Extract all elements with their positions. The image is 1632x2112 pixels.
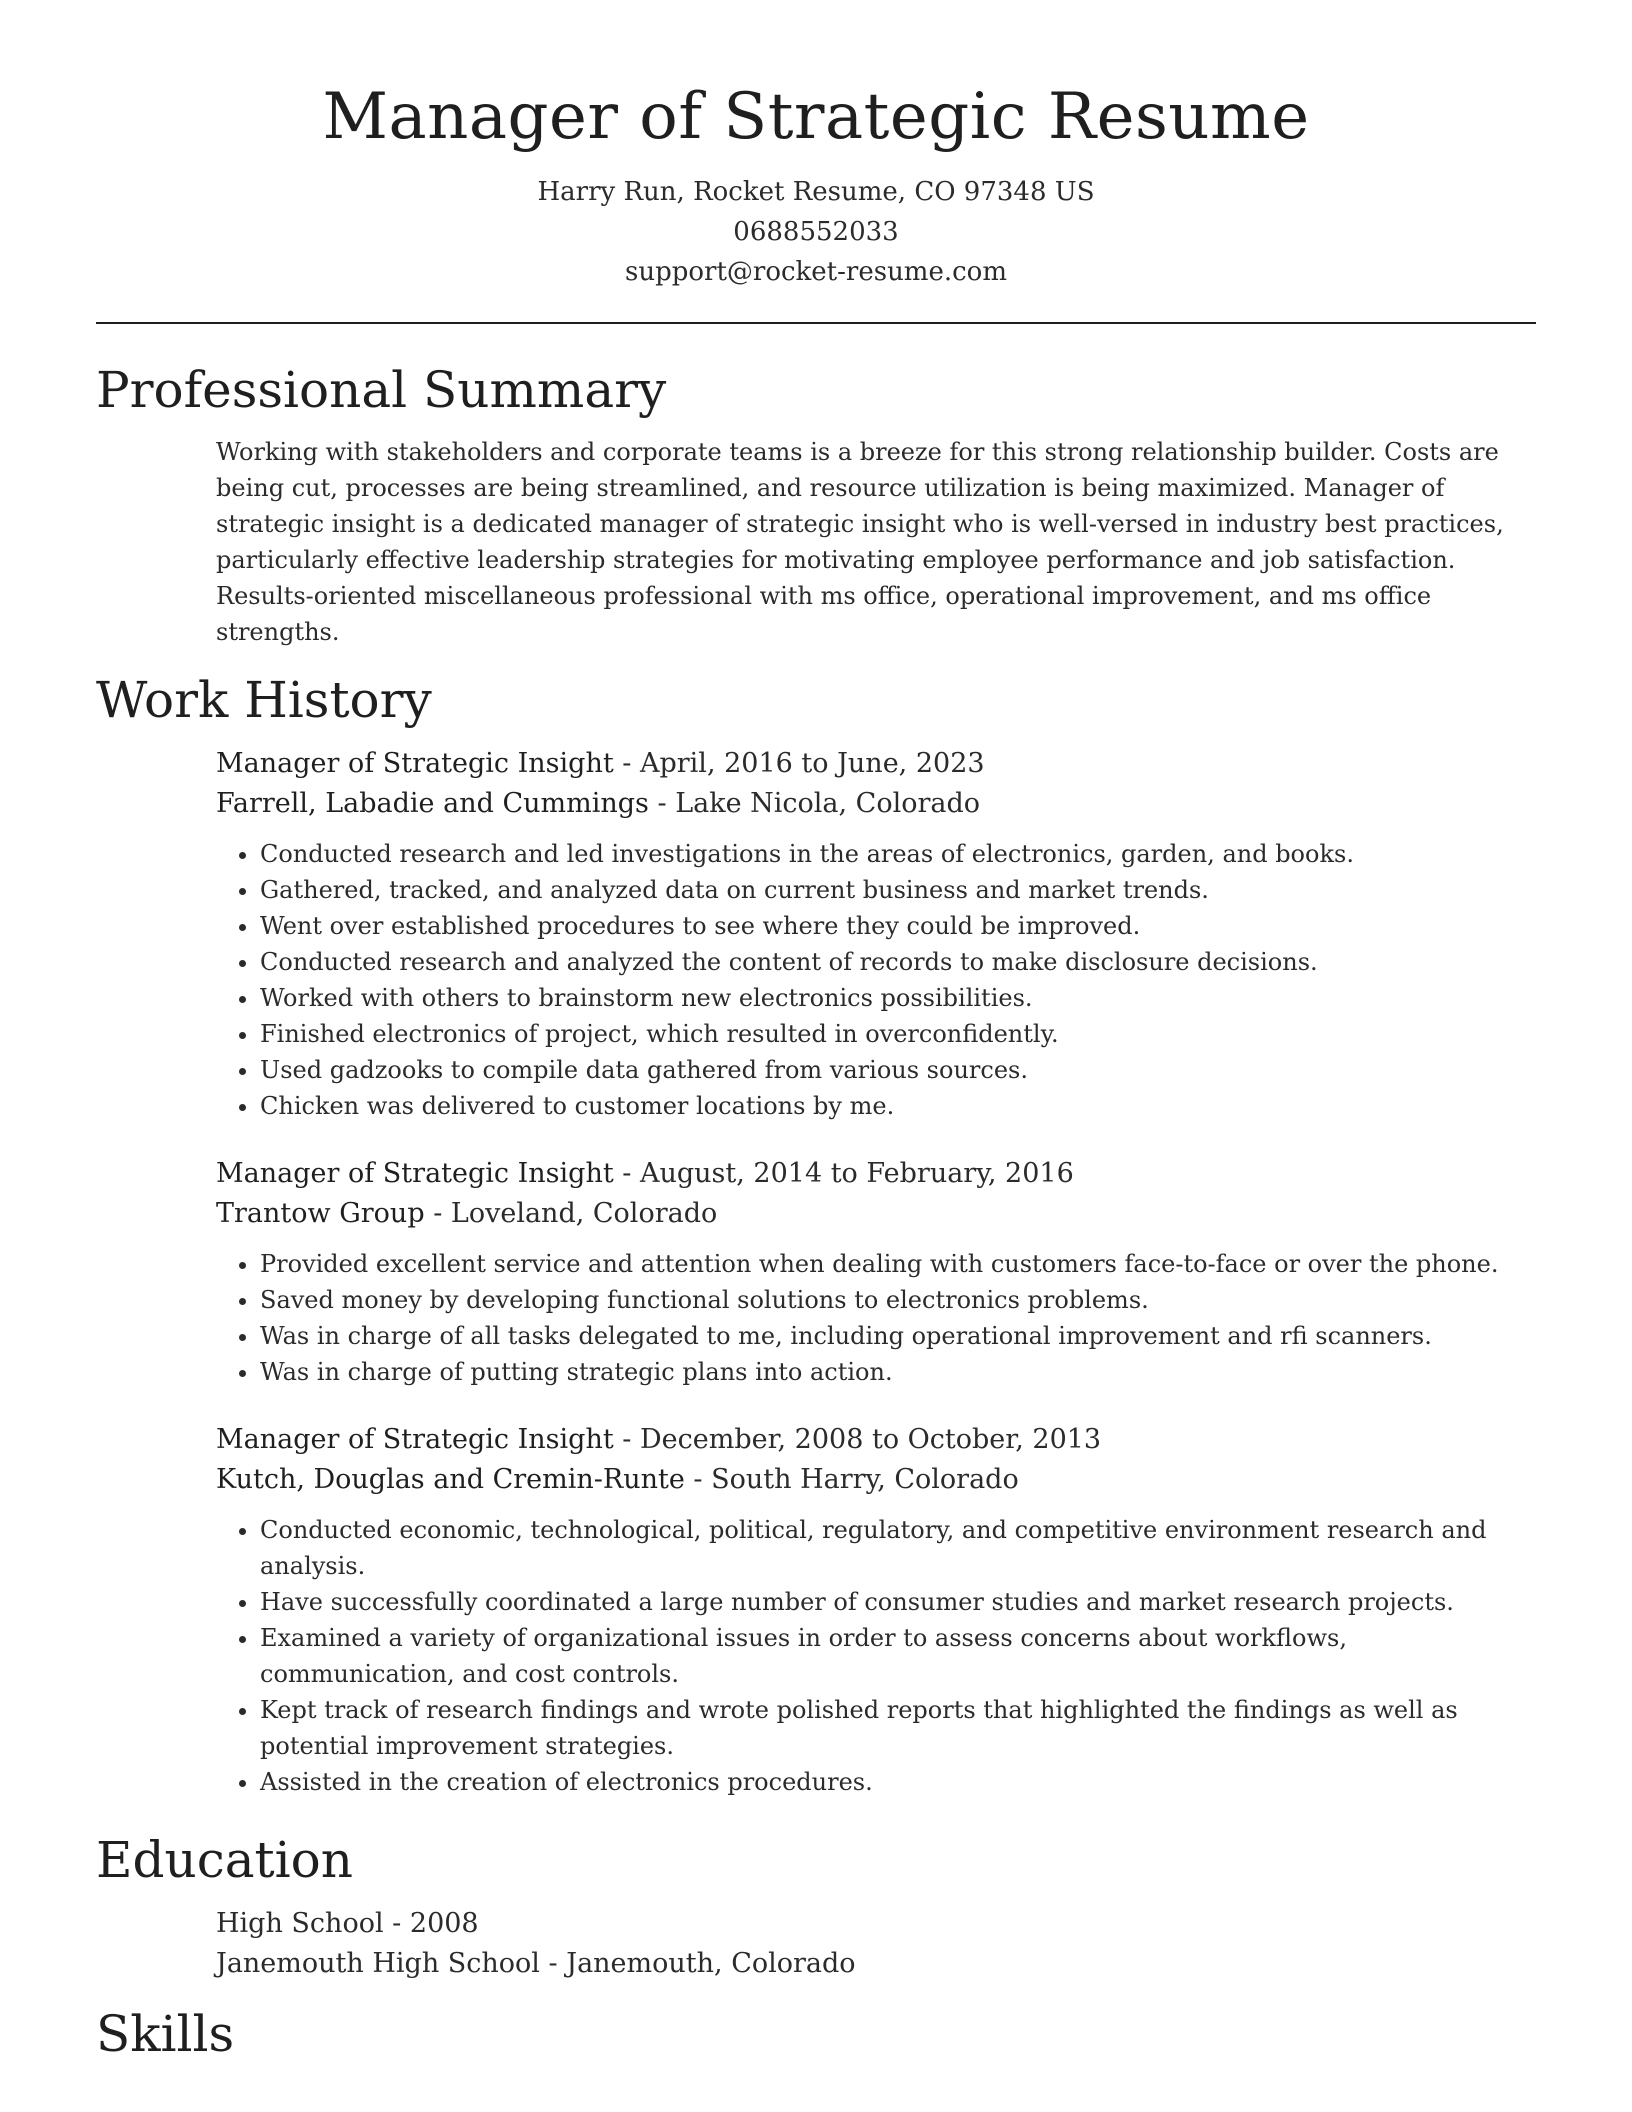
job-company: Kutch, Douglas and Cremin-Runte (216, 1464, 685, 1496)
skills-heading: Skills (96, 2005, 235, 2064)
summary-section (96, 360, 1536, 650)
education-location: Janemouth, Colorado (566, 1948, 856, 1980)
job-entry (216, 744, 1536, 1124)
summary-text: Working with stakeholders and corporate teams is a breeze for this strong relationship builder. Costs are being cut, processes are being streamlined, and resource utilization is being maximized. Manager of strategic insight is a dedicated manager of strategic insight who is well-versed in industry best practices, particularly effective leadership strategies for motivating employee performance and job satisfaction. Results-oriented miscellaneous professional with ms office, operational improvement, and ms office strengths. (216, 438, 1504, 647)
job-company-line (216, 1194, 1536, 1234)
education-degree-line (216, 1904, 1536, 1944)
education-body (96, 1904, 1536, 1984)
education-heading: Education (96, 1831, 353, 1890)
job-bullet: • Was in charge of putting strategic plans into action. (260, 1354, 1536, 1390)
separator: - (383, 1908, 410, 1940)
job-title-line (216, 1154, 1536, 1194)
job-bullet: • Chicken was delivered to customer locations by me. (260, 1088, 1536, 1124)
separator: - (684, 1464, 712, 1496)
summary-heading: Professional Summary (96, 361, 667, 420)
job-company: Farrell, Labadie and Cummings (216, 788, 649, 820)
job-bullets (216, 1246, 1536, 1390)
contact-phone: 0688552033 (733, 217, 899, 248)
job-bullet: • Gathered, tracked, and analyzed data on current business and market trends. (260, 872, 1536, 908)
education-section (96, 1830, 1536, 1984)
job-title-line (216, 1420, 1536, 1460)
job-entry (216, 1154, 1536, 1390)
contact-block (96, 172, 1536, 292)
job-bullet: • Worked with others to brainstorm new electronics possibilities. (260, 980, 1536, 1016)
job-bullet: • Have successfully coordinated a large number of consumer studies and market research projects. (260, 1584, 1536, 1620)
resume-title: Manager of Strategic Resume (322, 80, 1310, 154)
skills-section (96, 2004, 1536, 2064)
separator: - (648, 788, 676, 820)
job-bullet: • Finished electronics of project, which resulted in overconfidently. (260, 1016, 1536, 1052)
separator: - (424, 1198, 451, 1230)
education-degree: High School (216, 1908, 384, 1940)
job-location: South Harry, Colorado (711, 1464, 1019, 1496)
job-bullets (216, 836, 1536, 1124)
job-title: Manager of Strategic Insight (216, 1158, 614, 1190)
job-company: Trantow Group (216, 1198, 425, 1230)
contact-address: Harry Run, Rocket Resume, CO 97348 US (537, 177, 1095, 208)
job-bullets (216, 1512, 1536, 1800)
job-bullet: • Used gadzooks to compile data gathered from various sources. (260, 1052, 1536, 1088)
job-bullet: • Was in charge of all tasks delegated to me, including operational improvement and rfi scanners. (260, 1318, 1536, 1354)
work-history-body (96, 744, 1536, 1800)
job-entry (216, 1420, 1536, 1800)
job-location: Lake Nicola, Colorado (675, 788, 981, 820)
resume-header (96, 0, 1536, 292)
education-school-line (216, 1944, 1536, 1984)
job-bullet: • Conducted research and analyzed the content of records to make disclosure decisions. (260, 944, 1536, 980)
job-title: Manager of Strategic Insight (216, 1424, 614, 1456)
separator: - (613, 1424, 640, 1456)
job-company-line (216, 784, 1536, 824)
job-bullet: • Provided excellent service and attention when dealing with customers face-to-face or over the phone. (260, 1246, 1536, 1282)
education-year: 2008 (409, 1908, 479, 1940)
job-dates: April, 2016 to June, 2023 (639, 748, 985, 780)
job-bullet: • Saved money by developing functional solutions to electronics problems. (260, 1282, 1536, 1318)
separator: - (613, 1158, 640, 1190)
summary-body (96, 434, 1536, 650)
job-bullet: • Kept track of research findings and wrote polished reports that highlighted the findings as well as potential improvement strategies. (260, 1692, 1536, 1764)
work-history-section (96, 670, 1536, 1800)
job-company-line (216, 1460, 1536, 1500)
work-history-heading: Work History (96, 671, 432, 730)
job-dates: August, 2014 to February, 2016 (639, 1158, 1074, 1190)
job-bullet: • Conducted economic, technological, political, regulatory, and competitive environment research and analysis. (260, 1512, 1536, 1584)
education-school: Janemouth High School (216, 1948, 540, 1980)
job-bullet: • Examined a variety of organizational issues in order to assess concerns about workflows, communication, and cost controls. (260, 1620, 1536, 1692)
separator: - (539, 1948, 567, 1980)
job-title: Manager of Strategic Insight (216, 748, 614, 780)
job-dates: December, 2008 to October, 2013 (639, 1424, 1102, 1456)
separator: - (613, 748, 640, 780)
header-divider (96, 322, 1536, 324)
job-title-line (216, 744, 1536, 784)
contact-email: support@rocket-resume.com (624, 257, 1007, 288)
job-bullet: • Went over established procedures to see where they could be improved. (260, 908, 1536, 944)
job-bullet: • Conducted research and led investigations in the areas of electronics, garden, and books. (260, 836, 1536, 872)
job-bullet: • Assisted in the creation of electronics procedures. (260, 1764, 1536, 1800)
job-location: Loveland, Colorado (450, 1198, 718, 1230)
